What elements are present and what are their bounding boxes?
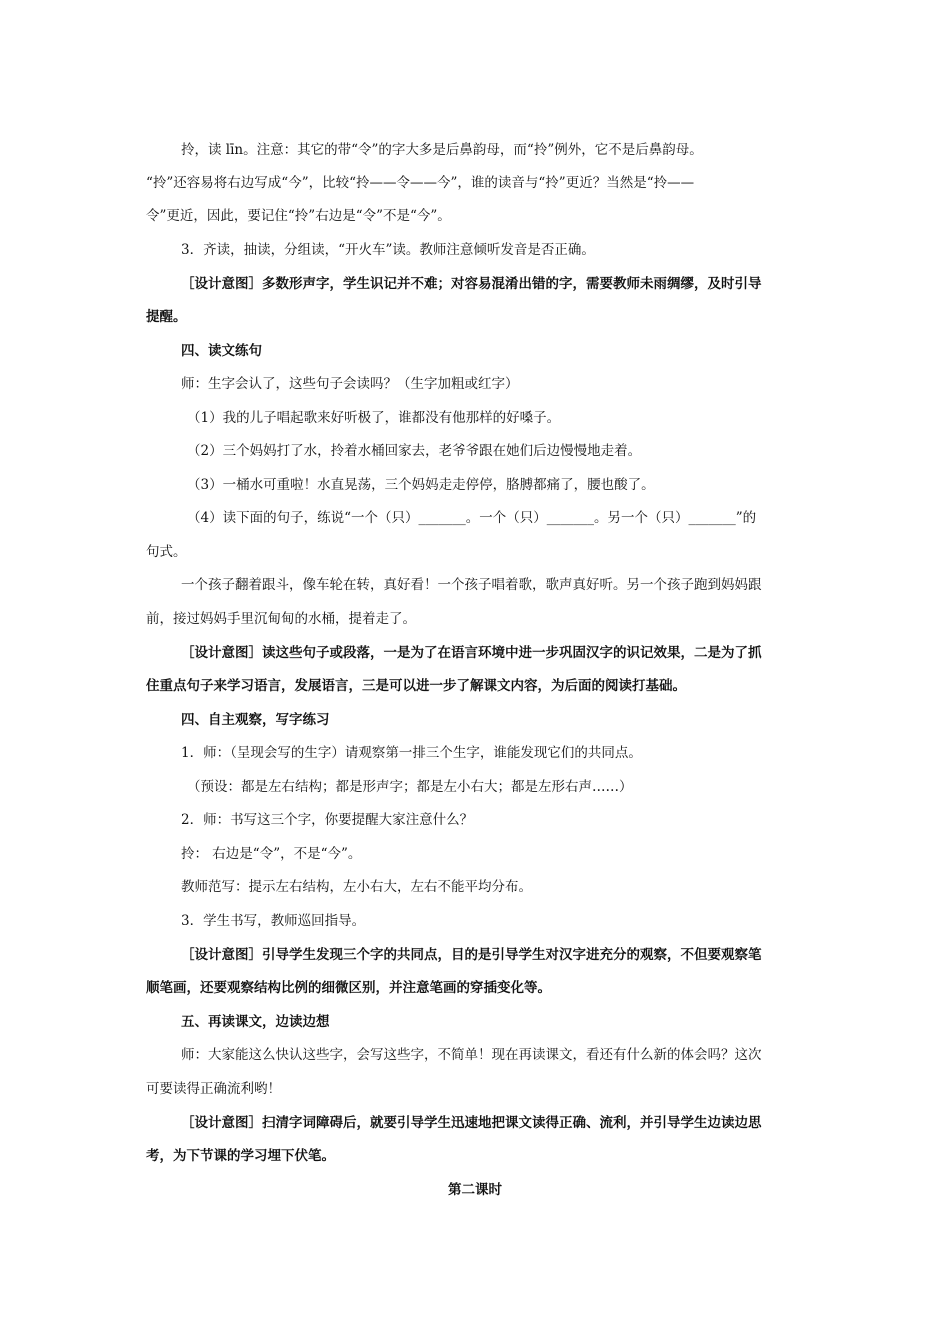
list-item: （3）一桶水可重啦！水直晃荡，三个妈妈走走停停，胳膊都痛了，腰也酸了。 (187, 477, 655, 493)
paragraph-line: 句式。 (146, 544, 187, 560)
paragraph-line: 师：生字会认了，这些句子会读吗？（生字加粗或红字） (181, 376, 519, 392)
paragraph-line: 一个孩子翻着跟斗，像车轮在转，真好看！一个孩子唱着歌，歌声真好听。另一个孩子跑到妈妈跟 (181, 577, 762, 593)
design-intent-note: ［设计意图］读这些句子或段落，一是为了在语言环境中进一步巩固汉字的识记效果，二是为了抓 (181, 645, 762, 661)
paragraph-line: 可要读得正确流利哟！ (146, 1081, 281, 1097)
list-item: 1．师：（呈现会写的生字）请观察第一排三个生字，谁能发现它们的共同点。 (181, 745, 642, 761)
list-item: 3．学生书写，教师巡回指导。 (181, 913, 366, 929)
paragraph-line: 前，接过妈妈手里沉甸甸的水桶，提着走了。 (146, 611, 416, 627)
paragraph-line: 拎，读 līn。注意：其它的带“令”的字大多是后鼻韵母，而“拎”例外，它不是后鼻韵母。 (181, 142, 703, 158)
list-item: 3．齐读，抽读，分组读，“开火车”读。教师注意倾听发音是否正确。 (181, 242, 595, 258)
design-intent-note: 住重点句子来学习语言，发展语言，三是可以进一步了解课文内容，为后面的阅读打基础。 (146, 678, 686, 694)
design-intent-note: ［设计意图］多数形声字，学生识记并不难；对容易混淆出错的字，需要教师未雨绸缪，及时引导 (181, 276, 762, 292)
design-intent-note: ［设计意图］引导学生发现三个字的共同点，目的是引导学生对汉字进充分的观察，不但要观察笔 (181, 947, 762, 963)
design-intent-note: 提醒。 (146, 309, 187, 325)
design-intent-note: 顺笔画，还要观察结构比例的细微区别，并注意笔画的穿插变化等。 (146, 980, 551, 996)
list-item: 2．师：书写这三个字，你要提醒大家注意什么？ (181, 812, 474, 828)
lesson-heading: 第二课时 (448, 1182, 502, 1198)
section-heading: 四、读文练句 (181, 343, 262, 359)
design-intent-note: 考，为下节课的学习埋下伏笔。 (146, 1148, 335, 1164)
list-item: （2）三个妈妈打了水，拎着水桶回家去，老爷爷跟在她们后边慢慢地走着。 (187, 443, 642, 459)
paragraph-line: 教师范写：提示左右结构，左小右大，左右不能平均分布。 (181, 879, 532, 895)
paragraph-line: “拎”还容易将右边写成“今”，比较“拎——令——今”，谁的读音与“拎”更近？当然是“拎—— (146, 175, 695, 191)
paragraph-line: （预设：都是左右结构；都是形声字；都是左小右大；都是左形右声……） (187, 779, 633, 795)
design-intent-note: ［设计意图］扫清字词障碍后，就要引导学生迅速地把课文读得正确、流利，并引导学生边读边思 (181, 1115, 762, 1131)
section-heading: 四、自主观察，写字练习 (181, 712, 330, 728)
list-item: （1）我的儿子唱起歌来好听极了，谁都没有他那样的好嗓子。 (187, 410, 561, 426)
paragraph-line: 拎： 右边是“令”，不是“今”。 (181, 846, 362, 862)
paragraph-line: 师：大家能这么快认这些字，会写这些字，不简单！现在再读课文，看还有什么新的体会吗？这次 (181, 1047, 762, 1063)
list-item: （4）读下面的句子，练说“一个（只）_______。一个（只）_______。另一个（只）_______”的 (187, 510, 757, 526)
paragraph-line: 令”更近，因此，要记住“拎”右边是“令”不是“今”。 (146, 208, 451, 224)
section-heading: 五、再读课文，边读边想 (181, 1014, 330, 1030)
